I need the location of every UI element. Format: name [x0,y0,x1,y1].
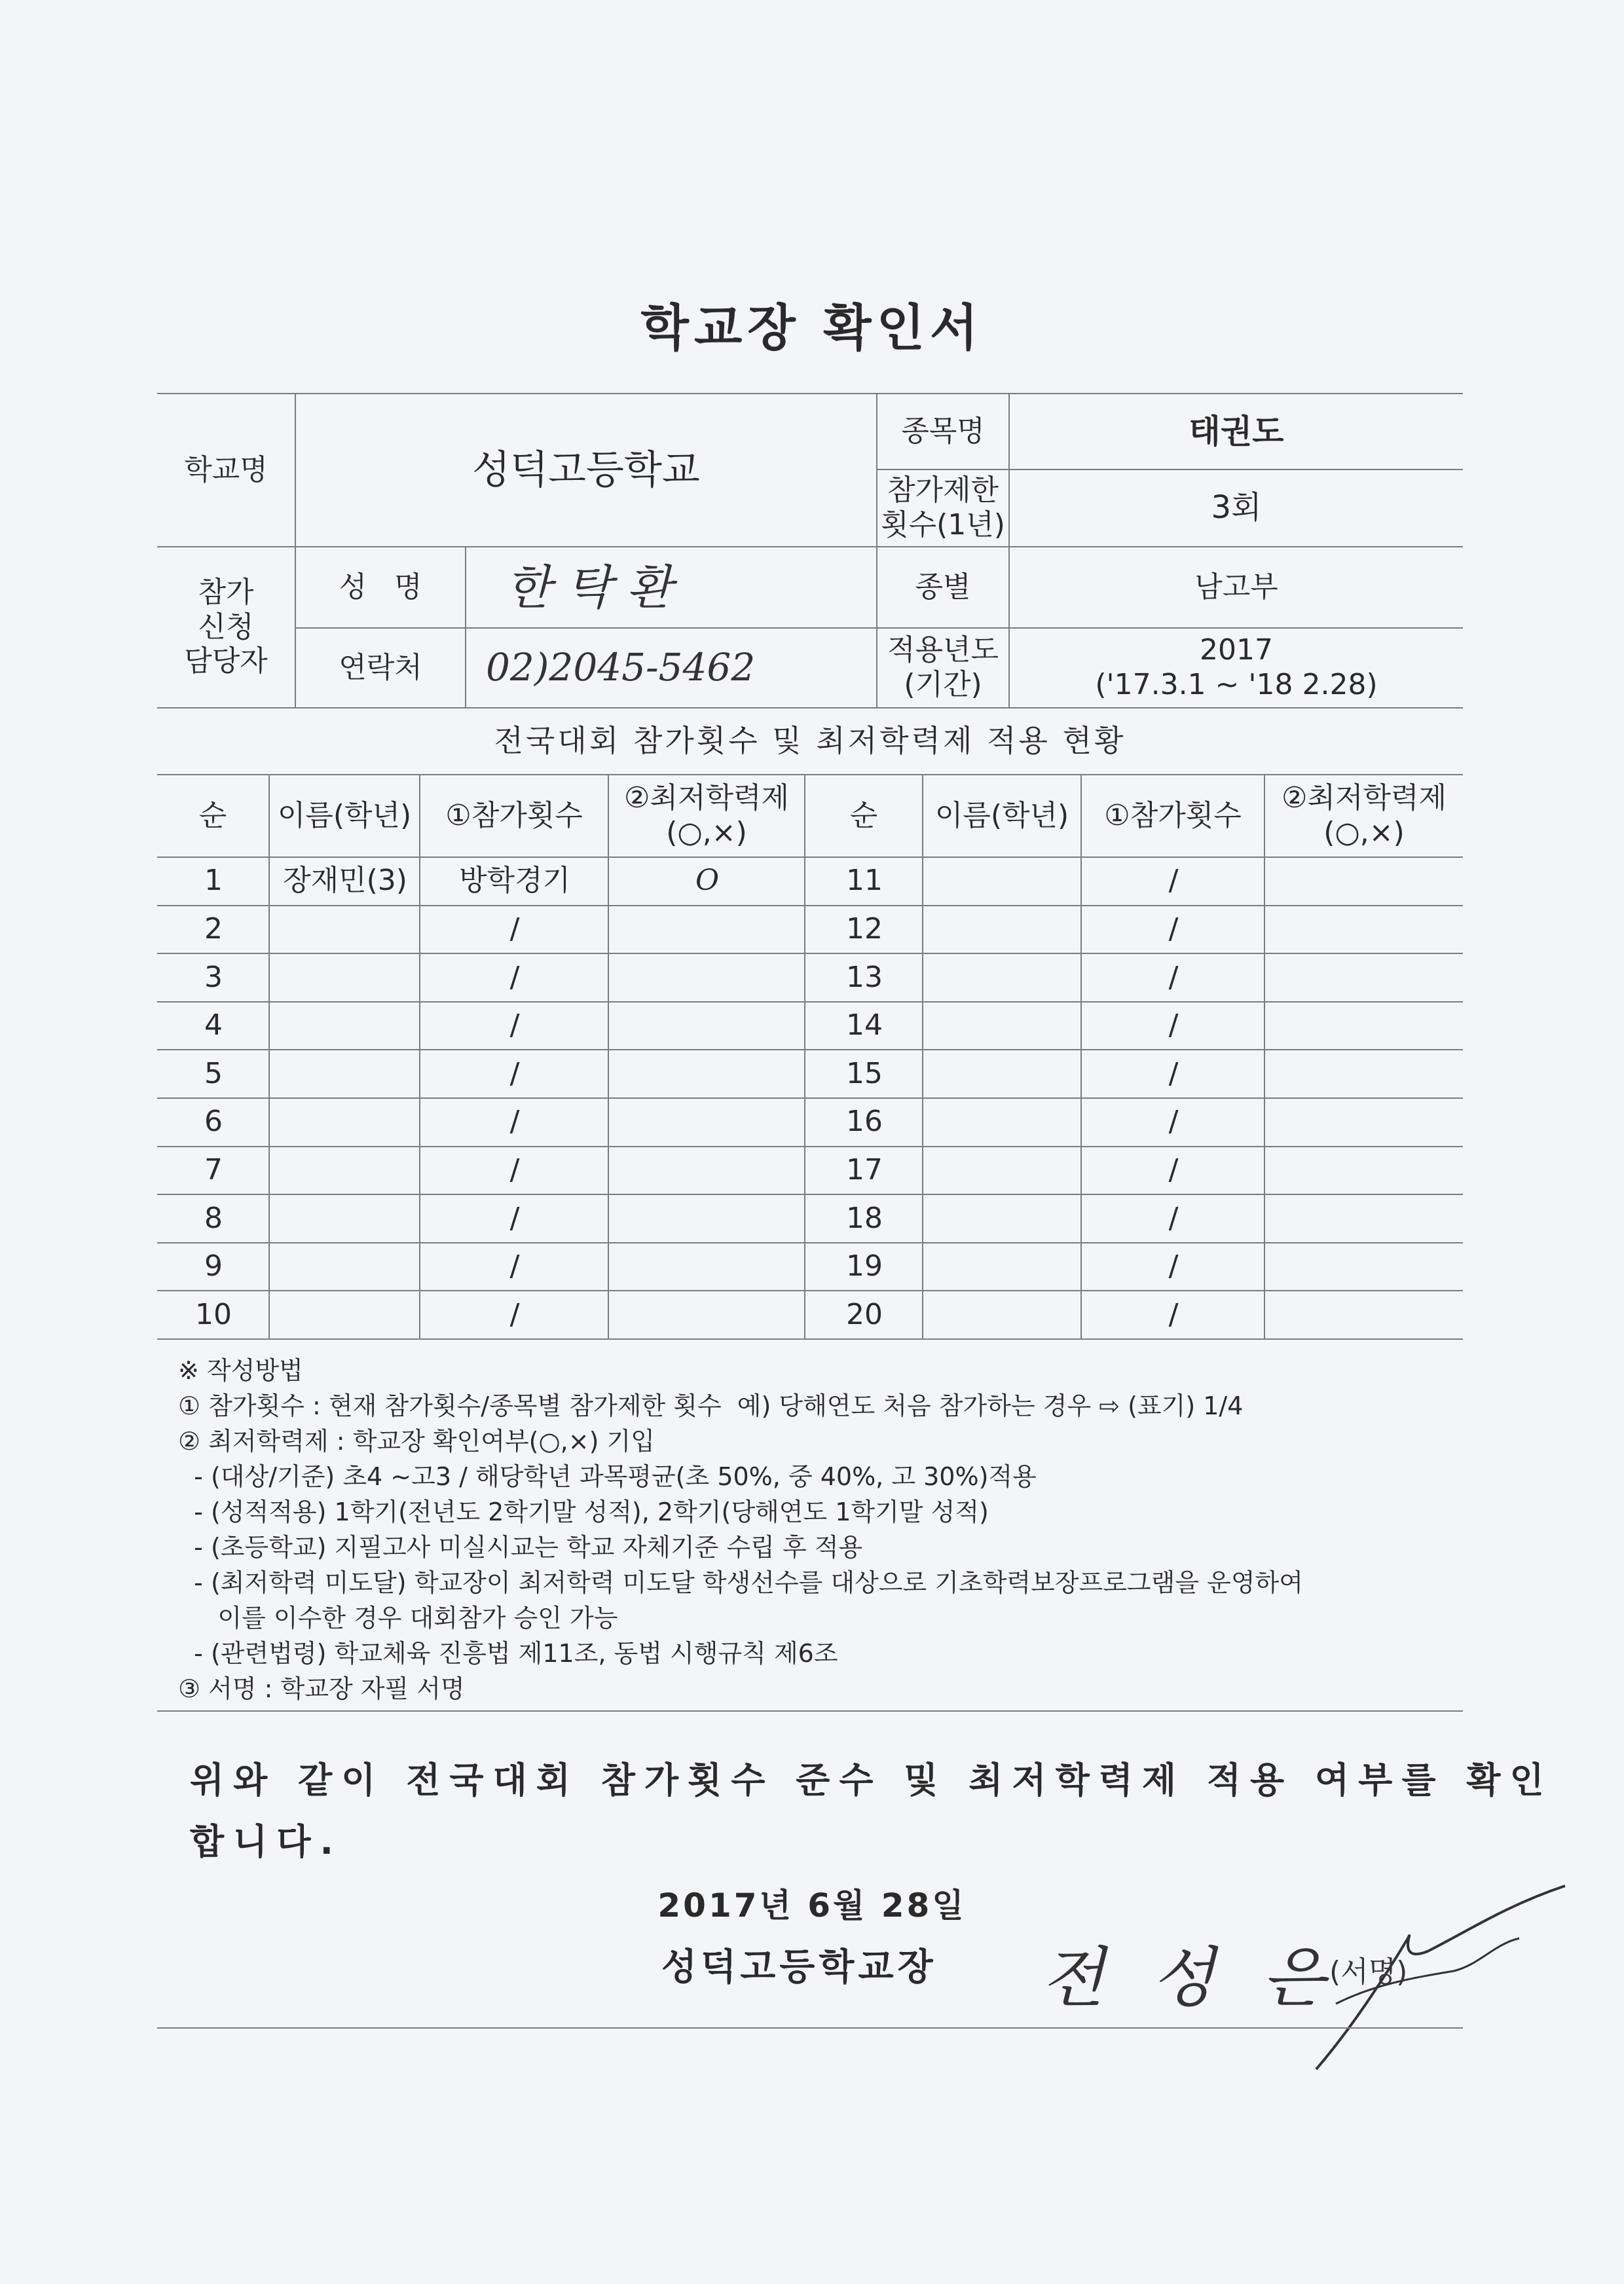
cell-right-name [925,954,1080,1001]
year-label [877,629,1008,707]
cell-right-name [925,1195,1080,1242]
col-header-min-right-line-2: (○,×) [1323,816,1405,849]
cell-right-count: / [1168,1152,1179,1187]
cell-right-count: / [1168,864,1179,898]
col-header-min-line-2: (○,×) [666,816,747,849]
cell-right-min [1266,1243,1463,1291]
cell-left-no: 1 [204,864,223,898]
handwritten-name: 한 탁 환 [506,559,673,615]
event-value: 태권도 [1189,413,1284,451]
signature: 전 성 은 [1041,1940,1338,2016]
cell-left-name [271,1003,419,1050]
cell-left-no: 8 [204,1201,223,1235]
cell-left-name [271,1195,419,1242]
cell-left-name [271,1050,419,1097]
cell-left-count: / [509,1297,520,1331]
cell-left-count: / [509,1056,520,1090]
cell-left-min [610,1050,804,1097]
cell-right-name [925,858,1080,905]
cell-right-no: 17 [846,1152,883,1187]
cell-right-count: / [1168,1297,1179,1331]
note-line: - (관련법령) 학교체육 진흥법 제11조, 동법 시행규칙 제6조 [178,1639,838,1668]
cell-left-name [271,1147,419,1194]
year-value [1010,629,1463,707]
date: 2017년 6월 28일 [657,1887,967,1925]
cell-left-count: / [509,1008,520,1042]
signer-title: 성덕고등학교장 [661,1946,937,1989]
cell-right-count: / [1168,1056,1179,1090]
cell-right-no: 11 [846,864,883,898]
cell-left-count: / [509,912,520,946]
limit-label-line-2: 횟수(1년) [881,508,1005,542]
cell-left-min [610,1147,804,1194]
cell-left-count: / [509,1249,520,1283]
cell-left-no: 3 [204,960,223,994]
cell-left-name [271,954,419,1001]
cell-left-no: 9 [204,1249,223,1283]
col-header-name: 이름(학년) [277,798,412,832]
cell-right-min [1266,1050,1463,1097]
cell-right-count: / [1168,912,1179,946]
cell-right-name [925,1050,1080,1097]
event-label: 종목명 [901,414,985,448]
cell-left-count: / [509,1201,520,1235]
cell-right-name [925,906,1080,953]
name-label: 성 명 [339,570,422,604]
cell-left-count: 방학경기 [458,864,570,898]
cell-right-count: / [1168,960,1179,994]
cell-right-no: 13 [846,960,883,994]
cell-right-count: / [1168,1249,1179,1283]
cell-right-min [1266,1099,1463,1146]
cell-left-name [271,1291,419,1338]
cell-right-count: / [1168,1105,1179,1139]
cell-left-name [271,1243,419,1291]
col-header-no: 순 [198,798,227,832]
cell-right-name [925,1003,1080,1050]
applicant-label-line-1: 참가 [198,575,254,609]
cell-left-no: 10 [195,1297,232,1331]
note-line: - (최저학력 미도달) 학교장이 최저학력 미도달 학생선수를 대상으로 기초학력보장프로그램을 운영하여 [178,1568,1303,1597]
document-title: 학교장 확인서 [640,299,984,357]
school-label: 학교명 [184,452,268,487]
col-header-min-right [1265,775,1463,856]
cell-right-no: 15 [846,1056,883,1090]
limit-label-line-1: 참가제한 [887,473,999,507]
cell-left-name [271,906,419,953]
cell-left-min [610,1195,804,1242]
cell-right-name [925,1243,1080,1291]
sign-mark: (서명) [1329,1955,1408,1989]
col-header-name-right: 이름(학년) [934,798,1069,832]
applicant-label [157,547,295,707]
division-label: 종별 [915,570,971,604]
note-line: - (성적적용) 1학기(전년도 2학기말 성적), 2학기(당해연도 1학기말 성적) [178,1498,989,1526]
cell-left-min: O [695,864,720,898]
note-line: ② 최저학력제 : 학교장 확인여부(○,×) 기입 [178,1427,655,1456]
col-header-min [609,775,804,856]
limit-label [877,470,1008,546]
cell-right-count: / [1168,1008,1179,1042]
cell-left-no: 2 [204,912,223,946]
note-line: ※ 작성방법 [178,1356,303,1385]
note-line: - (초등학교) 지필고사 미실시교는 학교 자체기준 수립 후 적용 [178,1533,863,1562]
cell-right-min [1266,954,1463,1001]
col-header-count-right: ①참가횟수 [1104,798,1242,832]
cell-left-min [610,906,804,953]
year-period: ('17.3.1 ~ '18 2.28) [1095,668,1378,701]
cell-right-no: 16 [846,1105,883,1139]
cell-right-min [1266,906,1463,953]
confirm-line-1: 위와 같이 전국대회 참가횟수 준수 및 최저학력제 적용 여부를 확인 [190,1759,1553,1801]
cell-right-no: 12 [846,912,883,946]
cell-right-min [1266,1291,1463,1338]
confirm-line-2: 합니다. [190,1821,343,1862]
section-title: 전국대회 참가횟수 및 최저학력제 적용 현황 [494,723,1126,759]
cell-right-min [1266,858,1463,905]
year-label-line-2: (기간) [904,668,982,701]
col-header-min-line-1: ②최저학력제 [624,781,789,815]
cell-right-min [1266,1003,1463,1050]
cell-left-count: / [509,1152,520,1187]
cell-right-no: 14 [846,1008,883,1042]
cell-left-name: 장재민(3) [283,864,407,898]
limit-value: 3회 [1211,489,1262,526]
division-value: 남고부 [1194,570,1278,604]
applicant-label-line-3: 담당자 [184,644,268,678]
cell-right-name [925,1099,1080,1146]
note-line: ③ 서명 : 학교장 자필 서명 [178,1674,465,1703]
cell-right-no: 20 [846,1297,883,1331]
cell-right-name [925,1147,1080,1194]
cell-left-min [610,1003,804,1050]
cell-left-no: 6 [204,1105,223,1139]
note-line: 이를 이수한 경우 대회참가 승인 가능 [178,1604,618,1632]
cell-left-min [610,954,804,1001]
applicant-label-line-2: 신청 [198,610,254,644]
cell-left-count: / [509,960,520,994]
handwritten-contact: 02)2045-5462 [486,645,756,690]
cell-left-name [271,1099,419,1146]
cell-right-name [925,1291,1080,1338]
year-label-line-1: 적용년도 [887,633,999,667]
cell-left-no: 7 [204,1152,223,1187]
cell-right-no: 18 [846,1201,883,1235]
school-name: 성덕고등학교 [472,447,700,493]
cell-right-min [1266,1147,1463,1194]
cell-right-no: 19 [846,1249,883,1283]
cell-left-no: 5 [204,1056,223,1090]
col-header-no-right: 순 [849,798,878,832]
cell-right-min [1266,1195,1463,1242]
contact-label: 연락처 [339,650,422,684]
note-line: ① 참가횟수 : 현재 참가횟수/종목별 참가제한 횟수 예) 당해연도 처음 참가하는 경우 ⇨ (표기) 1/4 [178,1391,1244,1420]
signature-scribble-icon [1297,1873,1585,2082]
col-header-min-right-line-1: ②최저학력제 [1282,781,1447,815]
cell-left-min [610,1291,804,1338]
cell-left-no: 4 [204,1008,223,1042]
cell-left-min [610,1099,804,1146]
note-line: - (대상/기준) 초4 ~고3 / 해당학년 과목평균(초 50%, 중 40%, 고 30%)적용 [178,1462,1037,1491]
cell-left-count: / [509,1105,520,1139]
cell-left-min [610,1243,804,1291]
col-header-count: ①참가횟수 [445,798,583,832]
cell-right-count: / [1168,1201,1179,1235]
year-value-main: 2017 [1200,633,1273,667]
